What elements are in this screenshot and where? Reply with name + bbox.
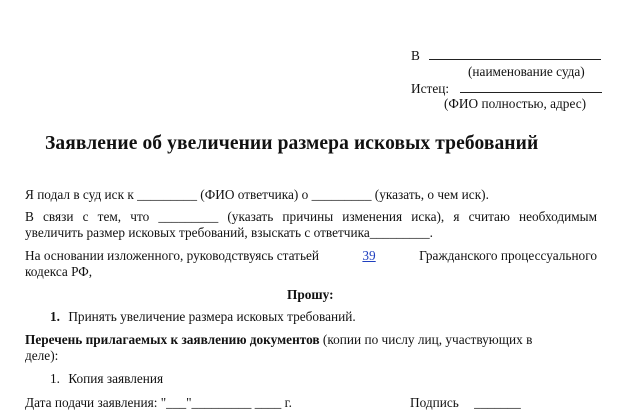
document-title: Заявление об увеличении размера исковых требований: [45, 133, 539, 154]
signature-block: [410, 395, 521, 411]
document-item-text: Копия заявления: [68, 371, 164, 386]
paragraph-basis-line2: кодекса РФ,: [25, 264, 93, 279]
court-line: [411, 47, 601, 64]
paragraph-basis-line1: [25, 248, 597, 264]
filing-date: Дата подачи заявления: "___"_________ ____ г.: [25, 395, 292, 410]
court-name-blank[interactable]: [429, 47, 601, 60]
documents-heading: [25, 332, 532, 348]
paragraph-reason-line1: В связи с тем, что _________ (указать причины изменения иска), я считаю необходимым: [25, 209, 597, 224]
plaintiff-line: [411, 80, 602, 97]
paragraph-basis: [25, 248, 597, 280]
request-heading: Прошу:: [287, 287, 334, 302]
plaintiff-blank[interactable]: [460, 80, 602, 93]
basis-text-after: Гражданского процессуального: [419, 248, 597, 263]
request-item-number: 1.: [50, 309, 60, 324]
request-item: [50, 309, 356, 325]
request-item-text: Принять увеличение размера исковых требований.: [68, 309, 356, 324]
signature-blank[interactable]: _______: [474, 395, 521, 410]
signature-label: Подпись: [410, 395, 459, 410]
documents-heading-bold: Перечень прилагаемых к заявлению документов: [25, 332, 320, 347]
basis-text-before: На основании изложенного, руководствуясь статьей: [25, 248, 320, 263]
paragraph-reason: [25, 209, 597, 241]
court-prefix: В: [411, 48, 420, 63]
plaintiff-hint: (ФИО полностью, адрес): [444, 96, 587, 111]
plaintiff-label: Истец:: [411, 81, 450, 96]
document-item-number: 1.: [50, 371, 60, 386]
court-hint: (наименование суда): [468, 64, 585, 79]
document-item: [50, 371, 163, 387]
article-link[interactable]: 39: [362, 248, 376, 263]
paragraph-reason-line2: увеличить размер исковых требований, взыскать с ответчика_________.: [25, 225, 433, 240]
documents-heading-rest: (копии по числу лиц, участвующих в: [319, 332, 533, 347]
paragraph-claim: Я подал в суд иск к _________ (ФИО ответчика) о _________ (указать, о чем иск).: [25, 187, 489, 202]
documents-heading-line2: деле):: [25, 348, 59, 363]
